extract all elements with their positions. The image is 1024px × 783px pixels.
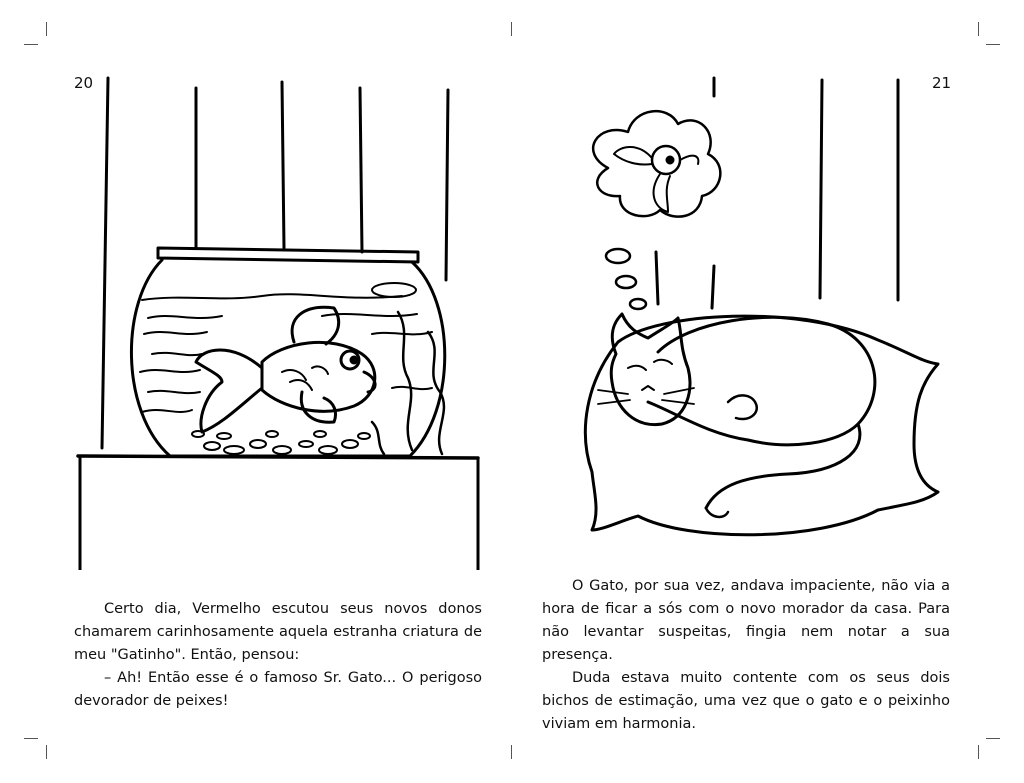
right-page-text [542, 575, 950, 736]
left-paragraph-1: Certo dia, Vermelho escutou seus novos donos chamarem carinhosamente aquela estranha criatura de meu "Gatinho". Então, pensou: [74, 601, 482, 663]
right-paragraph-2: Duda estava muito contente com os seus dois bichos de estimação, uma vez que o gato e o peixinho viviam em harmonia. [542, 670, 950, 732]
right-page-number: 21 [932, 74, 952, 92]
crop-mark-bottom-right-h [986, 738, 1000, 739]
crop-mark-bottom-left [46, 745, 47, 759]
crop-mark-top-center [511, 22, 512, 36]
crop-mark-top-left [46, 22, 47, 36]
left-paragraph-2: – Ah! Então esse é o famoso Sr. Gato... O perigoso devorador de peixes! [74, 670, 482, 709]
left-page-number: 20 [74, 74, 94, 92]
crop-mark-top-left-h [24, 44, 38, 45]
crop-mark-bottom-left-h [24, 738, 38, 739]
cat-illustration [538, 72, 954, 558]
left-page-text [74, 598, 482, 713]
right-paragraph-1: O Gato, por sua vez, andava impaciente, não via a hora de ficar a sós com o novo morador da casa. Para não levantar suspeitas, fingia nem notar a sua presença. [542, 578, 950, 663]
crop-mark-bottom-center [511, 745, 512, 759]
crop-mark-bottom-right [978, 745, 979, 759]
crop-mark-top-right-h [986, 44, 1000, 45]
fishbowl-illustration [72, 72, 490, 570]
crop-mark-top-right [978, 22, 979, 36]
